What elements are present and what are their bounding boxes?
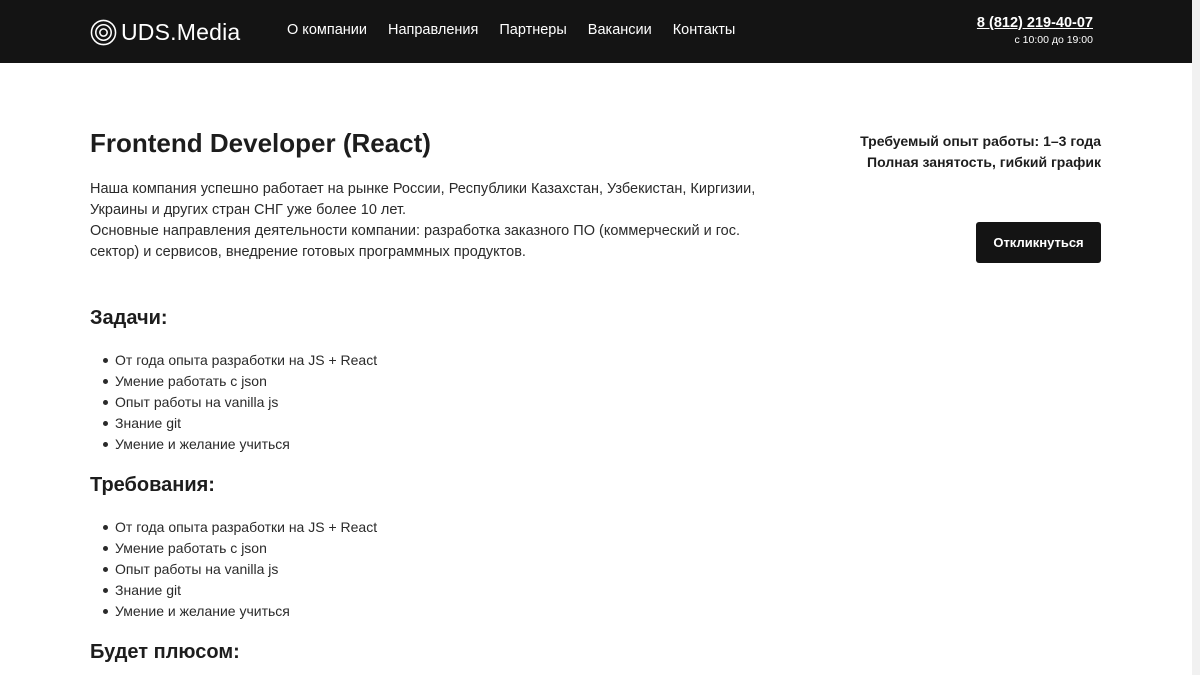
nav-item-vacancies[interactable]: Вакансии — [587, 22, 652, 38]
plus-heading: Будет плюсом: — [90, 641, 240, 663]
vacancy-intro — [90, 179, 770, 263]
list-item: Опыт работы на vanilla js — [115, 392, 377, 413]
list-item: Знание git — [115, 413, 377, 434]
list-item: Знание git — [115, 580, 377, 601]
list-item: От года опыта разработки на JS + React — [115, 350, 377, 371]
logo-text: UDS.Media — [121, 18, 241, 45]
scrollbar-track[interactable] — [1192, 0, 1200, 675]
tasks-list — [115, 350, 377, 455]
working-hours: с 10:00 до 19:00 — [1014, 34, 1093, 46]
intro-paragraph: Основные направления деятельности компании: разработка заказного ПО (коммерческий и гос. сектор) и сервисов, внедрение готовых программных продуктов. — [90, 223, 741, 260]
nav-item-contacts[interactable]: Контакты — [672, 22, 736, 38]
phone-link[interactable]: 8 (812) 219-40-07 — [976, 15, 1093, 31]
nav-item-directions[interactable]: Направления — [387, 22, 479, 38]
list-item: Опыт работы на vanilla js — [115, 559, 377, 580]
concentric-circles-icon — [90, 19, 117, 46]
main-nav — [287, 22, 735, 38]
nav-item-about[interactable]: О компании — [287, 22, 367, 38]
list-item: От года опыта разработки на JS + React — [115, 517, 377, 538]
list-item: Умение работать с json — [115, 371, 377, 392]
employment-type: Полная занятость, гибкий график — [867, 154, 1101, 170]
requirements-list — [115, 517, 377, 622]
intro-paragraph: Наша компания успешно работает на рынке России, Республики Казахстан, Узбекистан, Киргизии, Украины и других стран СНГ уже более 10 лет. — [90, 181, 756, 218]
logo-link[interactable] — [90, 18, 240, 46]
experience-required: Требуемый опыт работы: 1–3 года — [860, 133, 1101, 149]
page-title: Frontend Developer (React) — [90, 128, 431, 158]
list-item: Умение и желание учиться — [115, 601, 377, 622]
vacancy-meta — [860, 131, 1101, 173]
requirements-heading: Требования: — [90, 474, 215, 496]
header-contact — [977, 15, 1093, 46]
nav-item-partners[interactable]: Партнеры — [499, 22, 567, 38]
site-header — [0, 0, 1192, 63]
list-item: Умение и желание учиться — [115, 434, 377, 455]
tasks-heading: Задачи: — [90, 307, 168, 329]
list-item: Умение работать с json — [115, 538, 377, 559]
apply-button[interactable]: Откликнуться — [976, 222, 1101, 263]
